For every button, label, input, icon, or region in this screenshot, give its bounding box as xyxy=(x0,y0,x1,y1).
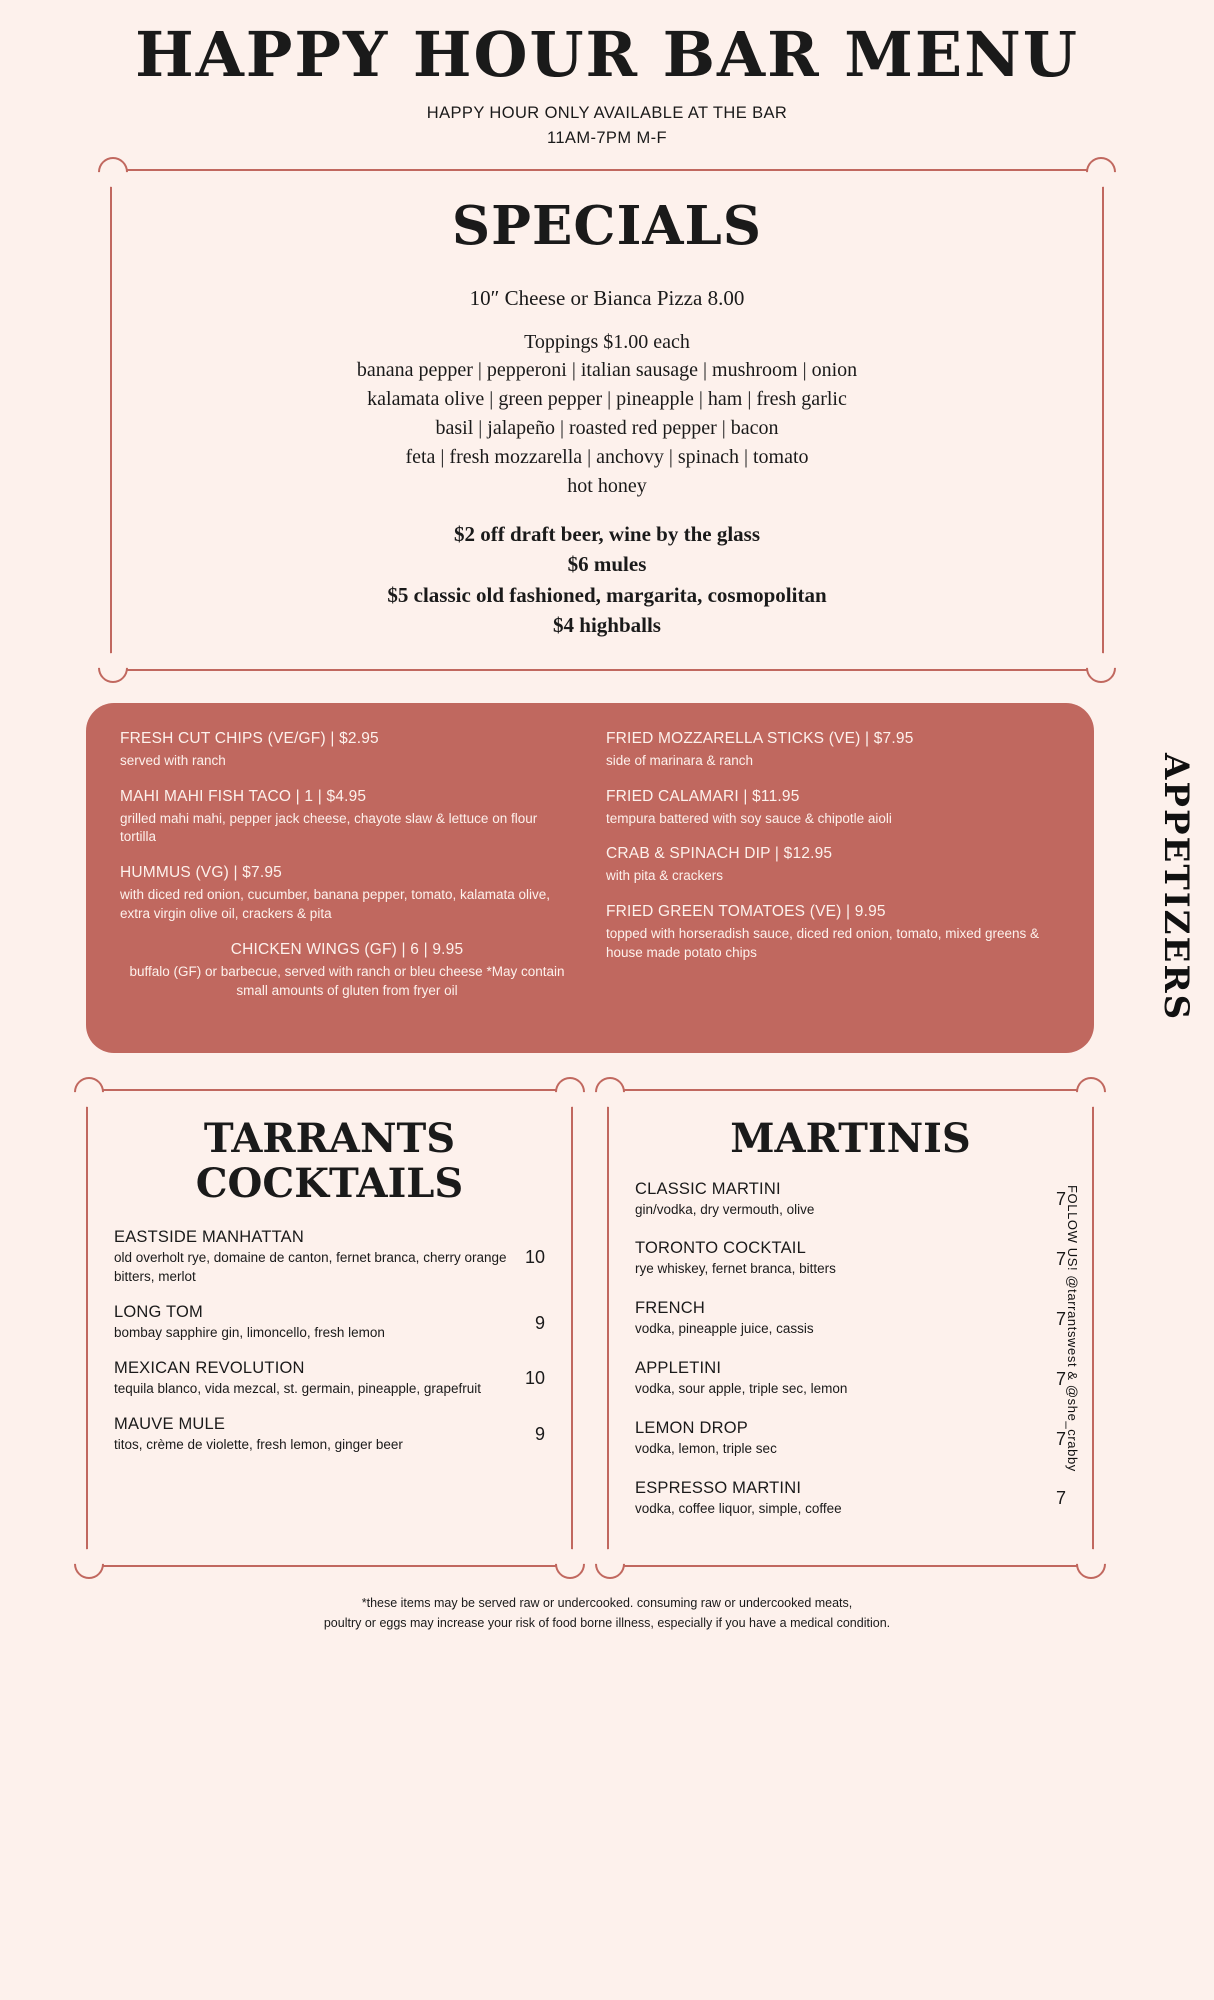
appetizer-name: FRIED CALAMARI | $11.95 xyxy=(606,787,800,805)
appetizers-section xyxy=(0,703,1214,1053)
martini-description: vodka, pineapple juice, cassis xyxy=(635,1321,814,1337)
list-item xyxy=(606,902,1060,963)
appetizers-section-label: APPETIZERS xyxy=(1156,752,1196,1021)
martini-price: 7 xyxy=(1055,1248,1066,1269)
appetizer-description: tempura battered with soy sauce & chipotle aioli xyxy=(606,810,892,826)
martini-description: rye whiskey, fernet branca, bitters xyxy=(635,1261,836,1277)
appetizers-panel xyxy=(86,703,1094,1053)
subtitle-line-1: HAPPY HOUR ONLY AVAILABLE AT THE BAR xyxy=(426,104,788,123)
appetizer-name: FRIED GREEN TOMATOES (VE) | 9.95 xyxy=(606,903,886,921)
toppings-line: kalamata olive | green pepper | pineapple | ham | fresh garlic xyxy=(367,388,847,411)
specials-drink-line: $4 highballs xyxy=(553,613,661,638)
appetizer-name: FRIED MOZZARELLA STICKS (VE) | $7.95 xyxy=(606,729,914,747)
martini-description: vodka, sour apple, triple sec, lemon xyxy=(635,1381,848,1397)
martinis-list xyxy=(635,1180,1066,1519)
list-item xyxy=(635,1299,1066,1339)
specials-drink-line: $5 classic old fashioned, margarita, cosmopolitan xyxy=(387,582,827,607)
specials-drink-line: $2 off draft beer, wine by the glass xyxy=(453,522,761,547)
martinis-title: MARTINIS xyxy=(730,1114,971,1162)
specials-section xyxy=(110,169,1104,671)
martini-name: ESPRESSO MARTINI xyxy=(635,1479,802,1498)
appetizer-description: served with ranch xyxy=(120,752,226,768)
list-item xyxy=(635,1180,1066,1220)
cocktails-title-line-1: TARRANTS xyxy=(203,1114,456,1162)
martini-name: LEMON DROP xyxy=(635,1419,748,1438)
list-item xyxy=(606,729,1060,771)
disclaimer-footer xyxy=(0,1593,1214,1633)
corner-notch-bottom-left xyxy=(589,1543,631,1585)
list-item xyxy=(120,729,574,771)
martini-price: 7 xyxy=(1055,1308,1066,1329)
list-item xyxy=(120,863,574,924)
follow-us-label: FOLLOW US! @tarrantswest & @she_crabby xyxy=(1065,1184,1080,1472)
martini-description: vodka, coffee liquor, simple, coffee xyxy=(635,1501,842,1517)
disclaimer-line-1: *these items may be served raw or undercooked. consuming raw or undercooked meats, xyxy=(361,1595,853,1610)
appetizer-description: with pita & crackers xyxy=(606,868,724,884)
martini-description: gin/vodka, dry vermouth, olive xyxy=(635,1201,815,1217)
list-item xyxy=(635,1359,1066,1399)
martini-price: 7 xyxy=(1055,1368,1066,1389)
toppings-line: feta | fresh mozzarella | anchovy | spinach | tomato xyxy=(405,446,809,469)
corner-notch-top-left xyxy=(68,1071,110,1113)
cocktails-panel xyxy=(86,1089,573,1567)
appetizer-name: HUMMUS (VG) | $7.95 xyxy=(120,864,282,882)
cocktail-price: 10 xyxy=(524,1247,545,1268)
cocktail-description: bombay sapphire gin, limoncello, fresh lemon xyxy=(114,1325,385,1341)
corner-notch-bottom-right xyxy=(1070,1543,1112,1585)
martini-description: vodka, lemon, triple sec xyxy=(635,1441,777,1457)
martini-name: CLASSIC MARTINI xyxy=(635,1179,781,1198)
martinis-panel xyxy=(607,1089,1094,1567)
appetizers-right-column xyxy=(606,729,1060,1023)
appetizers-left-column xyxy=(120,729,574,1023)
cocktails-list xyxy=(114,1228,545,1454)
appetizer-description: grilled mahi mahi, pepper jack cheese, chayote slaw & lettuce on flour tortilla xyxy=(120,810,538,845)
martini-price: 7 xyxy=(1055,1428,1066,1449)
menu-subtitle xyxy=(0,101,1214,151)
appetizer-name: FRESH CUT CHIPS (VE/GF) | $2.95 xyxy=(120,729,379,747)
cocktail-name: MEXICAN REVOLUTION xyxy=(114,1359,305,1378)
list-item xyxy=(606,787,1060,829)
cocktail-name: MAUVE MULE xyxy=(114,1414,226,1433)
toppings-line: banana pepper | pepperoni | italian sausage | mushroom | onion xyxy=(356,359,858,382)
disclaimer-line-2: poultry or eggs may increase your risk of food borne illness, especially if you have a medical condition. xyxy=(323,1615,891,1630)
toppings-line: hot honey xyxy=(567,475,647,498)
appetizer-description: side of marinara & ranch xyxy=(606,752,754,768)
list-item xyxy=(635,1419,1066,1459)
appetizer-name: CHICKEN WINGS (GF) | 6 | 9.95 xyxy=(230,941,464,958)
cocktail-description: old overholt rye, domaine de canton, fernet branca, cherry orange bitters, merlot xyxy=(114,1250,507,1285)
cocktail-price: 9 xyxy=(534,1312,545,1333)
page-title: HAPPY HOUR BAR MENU xyxy=(135,18,1079,91)
list-item xyxy=(120,940,574,1001)
list-item xyxy=(114,1228,545,1287)
corner-notch-top-right xyxy=(1070,1071,1112,1113)
martini-price: 7 xyxy=(1055,1488,1066,1509)
martini-name: TORONTO COCKTAIL xyxy=(635,1239,806,1258)
list-item xyxy=(120,787,574,848)
appetizer-description: buffalo (GF) or barbecue, served with ranch or bleu cheese *May contain small amounts of gluten from fryer oil xyxy=(129,963,565,998)
corner-notch-bottom-right xyxy=(1080,647,1122,689)
specials-title: SPECIALS xyxy=(451,194,763,257)
cocktail-price: 9 xyxy=(534,1424,545,1445)
appetizer-name: CRAB & SPINACH DIP | $12.95 xyxy=(606,845,833,863)
cocktails-title xyxy=(114,1114,545,1207)
list-item xyxy=(114,1303,545,1343)
martini-name: FRENCH xyxy=(635,1299,705,1318)
corner-notch-top-left xyxy=(92,150,134,192)
corner-notch-bottom-left xyxy=(68,1543,110,1585)
cocktail-description: tequila blanco, vida mezcal, st. germain, pineapple, grapefruit xyxy=(114,1381,481,1397)
cocktail-name: EASTSIDE MANHATTAN xyxy=(114,1228,305,1247)
appetizer-description: topped with horseradish sauce, diced red onion, tomato, mixed greens & house made potato chips xyxy=(606,926,1040,961)
cocktail-name: LONG TOM xyxy=(114,1303,204,1322)
appetizer-name: MAHI MAHI FISH TACO | 1 | $4.95 xyxy=(120,787,367,805)
toppings-heading: Toppings $1.00 each xyxy=(524,331,690,354)
corner-notch-bottom-left xyxy=(92,647,134,689)
toppings-line: basil | jalapeño | roasted red pepper | bacon xyxy=(435,417,779,440)
appetizer-description: with diced red onion, cucumber, banana pepper, tomato, kalamata olive, extra virgin olive oil, crackers & pita xyxy=(120,887,551,922)
list-item xyxy=(635,1479,1066,1519)
list-item xyxy=(114,1359,545,1399)
martini-price: 7 xyxy=(1055,1189,1066,1210)
list-item xyxy=(114,1415,545,1455)
corner-notch-top-right xyxy=(1080,150,1122,192)
cocktail-price: 10 xyxy=(524,1368,545,1389)
cocktail-description: titos, crème de violette, fresh lemon, ginger beer xyxy=(114,1436,403,1452)
cocktails-title-line-2: COCKTAILS xyxy=(195,1159,464,1207)
subtitle-line-2: 11AM-7PM M-F xyxy=(546,128,667,147)
specials-pizza-line: 10″ Cheese or Bianca Pizza 8.00 xyxy=(469,285,745,310)
bottom-sections xyxy=(86,1089,1094,1567)
corner-notch-top-left xyxy=(589,1071,631,1113)
corner-notch-bottom-right xyxy=(549,1543,591,1585)
menu-header xyxy=(0,0,1214,151)
list-item xyxy=(606,844,1060,886)
list-item xyxy=(635,1239,1066,1279)
corner-notch-top-right xyxy=(549,1071,591,1113)
martini-name: APPLETINI xyxy=(635,1359,722,1378)
specials-drink-line: $6 mules xyxy=(567,552,647,577)
